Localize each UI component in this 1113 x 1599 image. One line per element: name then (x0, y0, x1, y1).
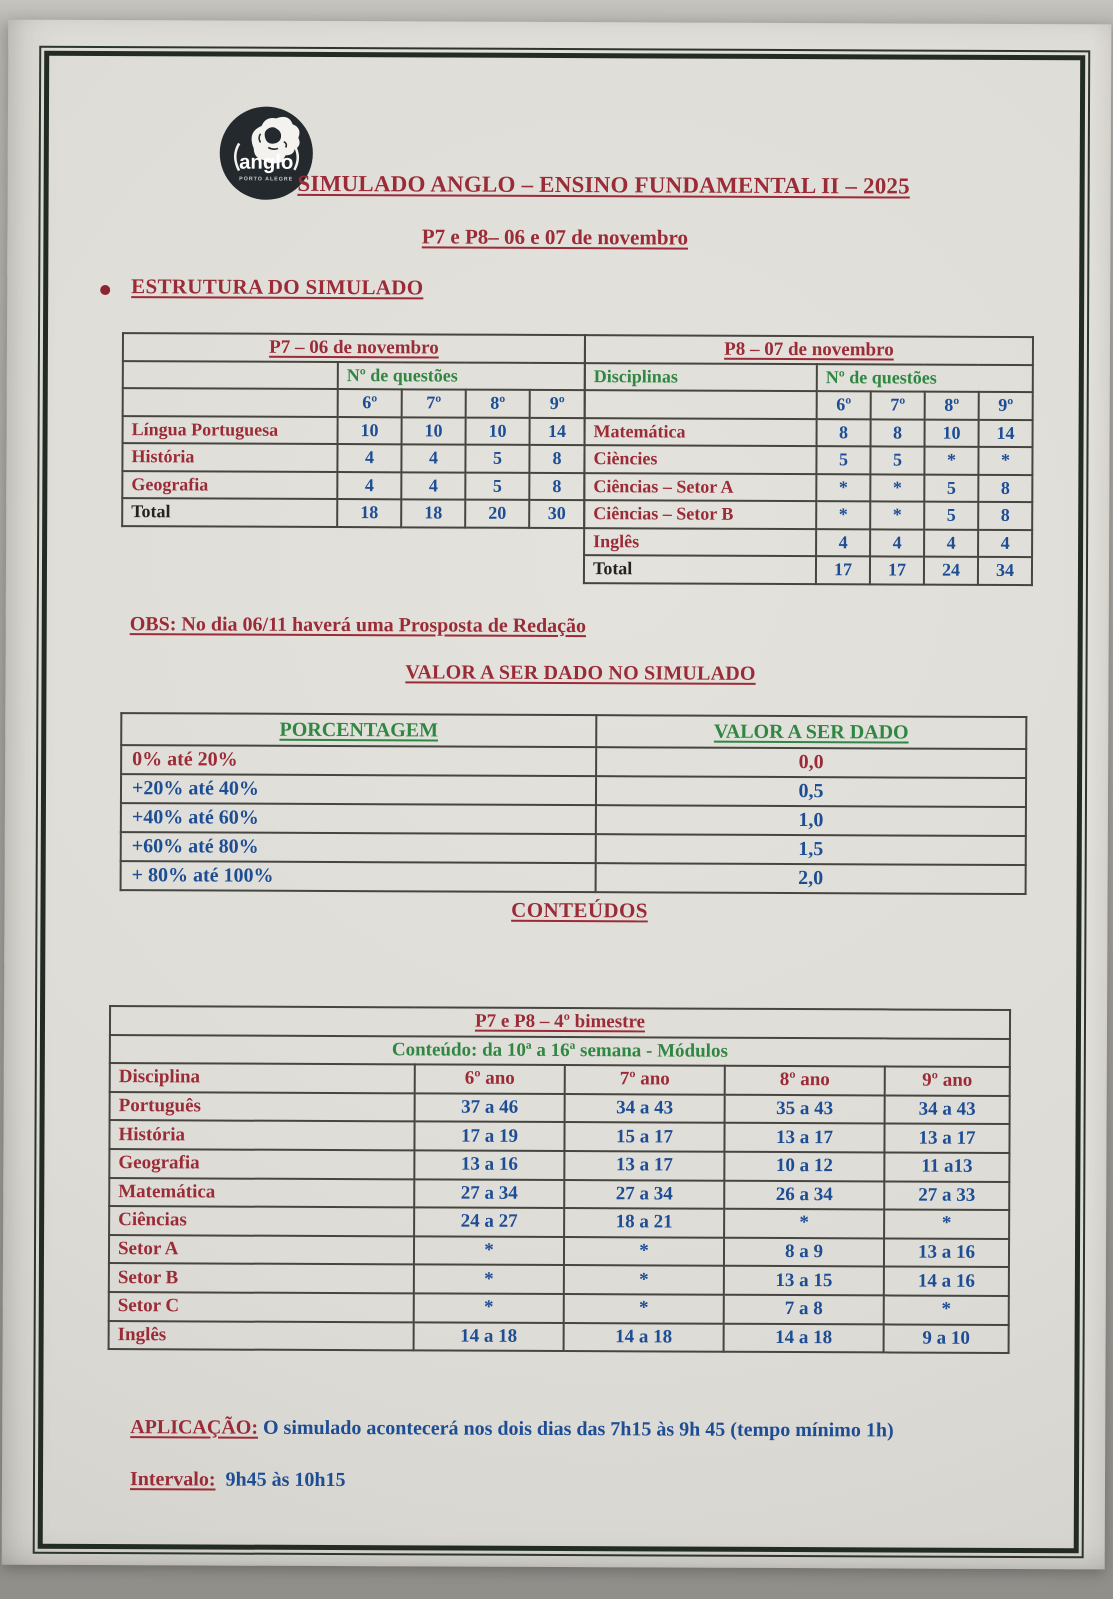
table-row (123, 388, 585, 418)
value-cell: * (978, 447, 1032, 475)
discipline-cell: Ciències (584, 445, 816, 474)
total-value: 20 (465, 500, 529, 528)
value-cell: 13 a 16 (884, 1238, 1009, 1267)
value-cell: * (414, 1265, 564, 1294)
value-cell: 34 a 43 (885, 1095, 1010, 1124)
table-row (584, 445, 1032, 474)
valor-table (120, 712, 1028, 895)
conteudos-table (108, 1005, 1011, 1354)
column-header: Disciplina (110, 1063, 415, 1093)
logo-subtext: PORTO ALEGRE (239, 176, 294, 183)
value-cell: 13 a 17 (564, 1151, 724, 1180)
aplicacao-text: O simulado acontecerá nos dois dias das 7h15 às 9h 45 (tempo mínimo 1h) (262, 1416, 894, 1442)
table-row (110, 1063, 1010, 1096)
value-cell: 5 (465, 472, 529, 500)
value-cell: * (414, 1236, 564, 1265)
total-value: 18 (401, 499, 465, 527)
discipline-cell: História (109, 1120, 414, 1150)
value-cell: * (564, 1237, 724, 1266)
value-cell: * (816, 501, 870, 529)
value-cell: 18 a 21 (564, 1208, 724, 1237)
value-cell: * (724, 1209, 884, 1238)
aplicacao-label: APLICAÇÃO: (130, 1416, 259, 1439)
value-cell: 17 a 19 (414, 1122, 564, 1151)
discipline-cell: Ciências – Setor B (584, 500, 816, 529)
table-row (109, 1321, 1009, 1354)
value-cell: 13 a 17 (724, 1123, 884, 1152)
value-cell: 24 a 27 (414, 1208, 564, 1237)
empty-cell (123, 361, 338, 389)
total-value: 30 (529, 500, 584, 528)
value-cell: 14 a 16 (884, 1267, 1009, 1296)
grade-header: 9º (979, 392, 1033, 420)
value-cell: 10 (338, 417, 402, 445)
p7-table-title: P7 – 06 de novembro (123, 333, 585, 363)
value-cell: 10 (925, 419, 979, 447)
value-cell: * (884, 1295, 1009, 1324)
total-label: Total (122, 498, 337, 526)
value-cell: * (564, 1265, 724, 1294)
total-value: 17 (870, 556, 924, 584)
table-row (109, 1263, 1009, 1296)
value-cell: 4 (870, 529, 924, 557)
pct-cell: +40% até 60% (121, 803, 596, 834)
porcentagem-header: PORCENTAGEM (121, 713, 596, 747)
grade-header: 7º (871, 391, 925, 419)
value-cell: 27 a 34 (414, 1179, 564, 1208)
value-cell: 13 a 16 (414, 1150, 564, 1179)
p8-table-title: P8 – 07 de novembro (585, 335, 1033, 364)
table-row (122, 498, 584, 528)
spacer (216, 1469, 226, 1491)
valor-header: VALOR A SER DADO (596, 715, 1026, 749)
value-cell: 5 (924, 502, 978, 530)
value-cell: 8 (978, 502, 1032, 530)
logo-text: anglo (239, 151, 294, 174)
column-header: 9º ano (885, 1067, 1010, 1096)
value-cell: * (816, 474, 870, 502)
table-row (584, 473, 1032, 502)
disciplinas-header: Disciplinas (585, 363, 817, 392)
total-value: 17 (816, 556, 870, 584)
table-row (121, 774, 1026, 807)
pct-cell: 0% até 20% (121, 745, 596, 776)
total-label: Total (584, 555, 816, 584)
discipline-cell: Inglês (584, 528, 816, 557)
empty-cell (123, 388, 338, 416)
pct-cell: + 80% até 100% (121, 861, 596, 892)
table-row (121, 745, 1026, 778)
discipline-cell: Português (110, 1092, 415, 1122)
value-cell: 10 (466, 417, 530, 445)
value-cell: 13 a 15 (724, 1266, 884, 1295)
discipline-cell: Língua Portuguesa (123, 416, 338, 444)
value-cell: 10 (402, 417, 466, 445)
table-row (109, 1292, 1009, 1325)
discipline-cell: Geografia (109, 1149, 414, 1179)
value-cell: * (564, 1294, 724, 1323)
grade-header: 6º (817, 391, 871, 419)
table-row (121, 803, 1026, 836)
table-row (122, 443, 584, 473)
value-cell: 4 (401, 444, 465, 472)
valor-cell: 2,0 (596, 863, 1026, 894)
value-cell: 8 (978, 474, 1032, 502)
value-cell: 10 a 12 (724, 1152, 884, 1181)
value-cell: 5 (465, 445, 529, 473)
table-row (109, 1149, 1009, 1182)
value-cell: 7 a 8 (724, 1295, 884, 1324)
total-value: 34 (978, 557, 1032, 585)
valor-cell: 1,0 (596, 805, 1026, 836)
total-value: 24 (924, 557, 978, 585)
table-row (585, 390, 1033, 419)
pct-cell: +20% até 40% (121, 774, 596, 805)
value-cell: 5 (870, 446, 924, 474)
value-cell: 4 (978, 529, 1032, 557)
discipline-cell: Ciências – Setor A (584, 473, 816, 502)
valor-cell: 0,0 (596, 747, 1026, 778)
grade-header: 8º (925, 392, 979, 420)
value-cell: 27 a 34 (564, 1180, 724, 1209)
column-header: 7º ano (565, 1065, 725, 1094)
table-row (121, 861, 1026, 894)
value-cell: * (414, 1293, 564, 1322)
estrutura-heading: ESTRUTURA DO SIMULADO (131, 274, 424, 300)
value-cell: 4 (924, 529, 978, 557)
discipline-cell: Inglês (109, 1321, 414, 1351)
column-header: 6º ano (415, 1065, 565, 1094)
bullet-icon (100, 285, 110, 295)
value-cell: 4 (401, 472, 465, 500)
value-cell: 4 (337, 472, 401, 500)
table-row (585, 418, 1033, 447)
grade-header: 8º (466, 390, 530, 418)
value-cell: 8 (871, 419, 925, 447)
pct-cell: +60% até 80% (121, 832, 596, 863)
value-cell: 5 (924, 474, 978, 502)
table-row (122, 471, 584, 501)
value-cell: 8 (529, 472, 584, 500)
table-row (109, 1206, 1009, 1239)
value-cell: 11 a13 (884, 1152, 1009, 1181)
value-cell: * (924, 447, 978, 475)
value-cell: 14 a 18 (564, 1323, 724, 1352)
value-cell: 14 a 18 (724, 1323, 884, 1352)
value-cell: 13 a 17 (884, 1124, 1009, 1153)
estrutura-p7-table (121, 332, 586, 529)
table-row (584, 555, 1032, 584)
value-cell: 4 (337, 444, 401, 472)
grade-header: 7º (402, 389, 466, 417)
grade-header: 9º (530, 390, 585, 418)
value-cell: 27 a 33 (884, 1181, 1009, 1210)
intervalo-text: 9h45 às 10h15 (225, 1468, 346, 1492)
value-cell: * (870, 501, 924, 529)
value-cell: 14 a 18 (414, 1322, 564, 1351)
table-row (123, 361, 585, 391)
table-row (585, 363, 1033, 392)
table-row (110, 1006, 1010, 1039)
empty-cell (585, 390, 817, 419)
value-cell: * (870, 474, 924, 502)
value-cell: 34 a 43 (565, 1094, 725, 1123)
intervalo-label: Intervalo: (129, 1468, 216, 1491)
value-cell: 26 a 34 (724, 1180, 884, 1209)
table-row (584, 500, 1032, 529)
table-row (121, 832, 1026, 865)
discipline-cell: Setor C (109, 1292, 414, 1322)
total-value: 18 (337, 499, 401, 527)
value-cell: 35 a 43 (725, 1095, 885, 1124)
value-cell: 14 (979, 419, 1033, 447)
value-cell: 37 a 46 (415, 1093, 565, 1122)
table-row (121, 713, 1026, 749)
valor-cell: 0,5 (596, 776, 1026, 807)
discipline-cell: Matemática (585, 418, 817, 447)
conteudos-table-title: P7 e P8 – 4º bimestre (110, 1006, 1010, 1039)
discipline-cell: Setor B (109, 1263, 414, 1293)
table-row (123, 333, 585, 363)
conteudos-table-subtitle: Conteúdo: da 10ª a 16ª semana - Módulos (110, 1035, 1010, 1068)
discipline-cell: Geografia (122, 471, 337, 499)
value-cell: 14 (530, 417, 585, 445)
table-row (109, 1235, 1009, 1268)
discipline-cell: Setor A (109, 1235, 414, 1265)
value-cell: 4 (816, 529, 870, 557)
value-cell: 8 (817, 419, 871, 447)
grade-header: 6º (338, 389, 402, 417)
questoes-header: Nº de questões (817, 364, 1033, 392)
document-page (2, 20, 1112, 1570)
value-cell: 8 a 9 (724, 1237, 884, 1266)
discipline-cell: História (122, 443, 337, 471)
conteudos-heading: CONTEÚDOS (511, 897, 648, 923)
value-cell: 8 (529, 445, 584, 473)
intervalo-line (130, 1468, 346, 1492)
table-row (109, 1120, 1009, 1153)
discipline-cell: Matemática (109, 1178, 414, 1208)
valor-cell: 1,5 (596, 834, 1026, 865)
table-row (585, 335, 1033, 364)
obs-note: OBS: No dia 06/11 haverá uma Prosposta de Redação (129, 613, 587, 638)
column-header: 8º ano (725, 1066, 885, 1095)
valor-heading: VALOR A SER DADO NO SIMULADO (405, 661, 756, 685)
table-row (110, 1035, 1010, 1068)
table-row (584, 528, 1032, 557)
questoes-header: Nº de questões (338, 362, 585, 391)
discipline-cell: Ciências (109, 1206, 414, 1236)
value-cell: 9 a 10 (884, 1324, 1009, 1353)
page-title: SIMULADO ANGLO – ENSINO FUNDAMENTAL II – 2025 (297, 170, 910, 199)
value-cell: 5 (816, 446, 870, 474)
table-row (123, 416, 585, 446)
table-row (109, 1178, 1009, 1211)
aplicacao-line (130, 1416, 1070, 1443)
value-cell: 15 a 17 (564, 1122, 724, 1151)
value-cell: * (884, 1210, 1009, 1239)
table-row (110, 1092, 1010, 1125)
estrutura-p8-table (583, 334, 1034, 585)
page-subtitle: P7 e P8– 06 e 07 de novembro (421, 224, 689, 250)
